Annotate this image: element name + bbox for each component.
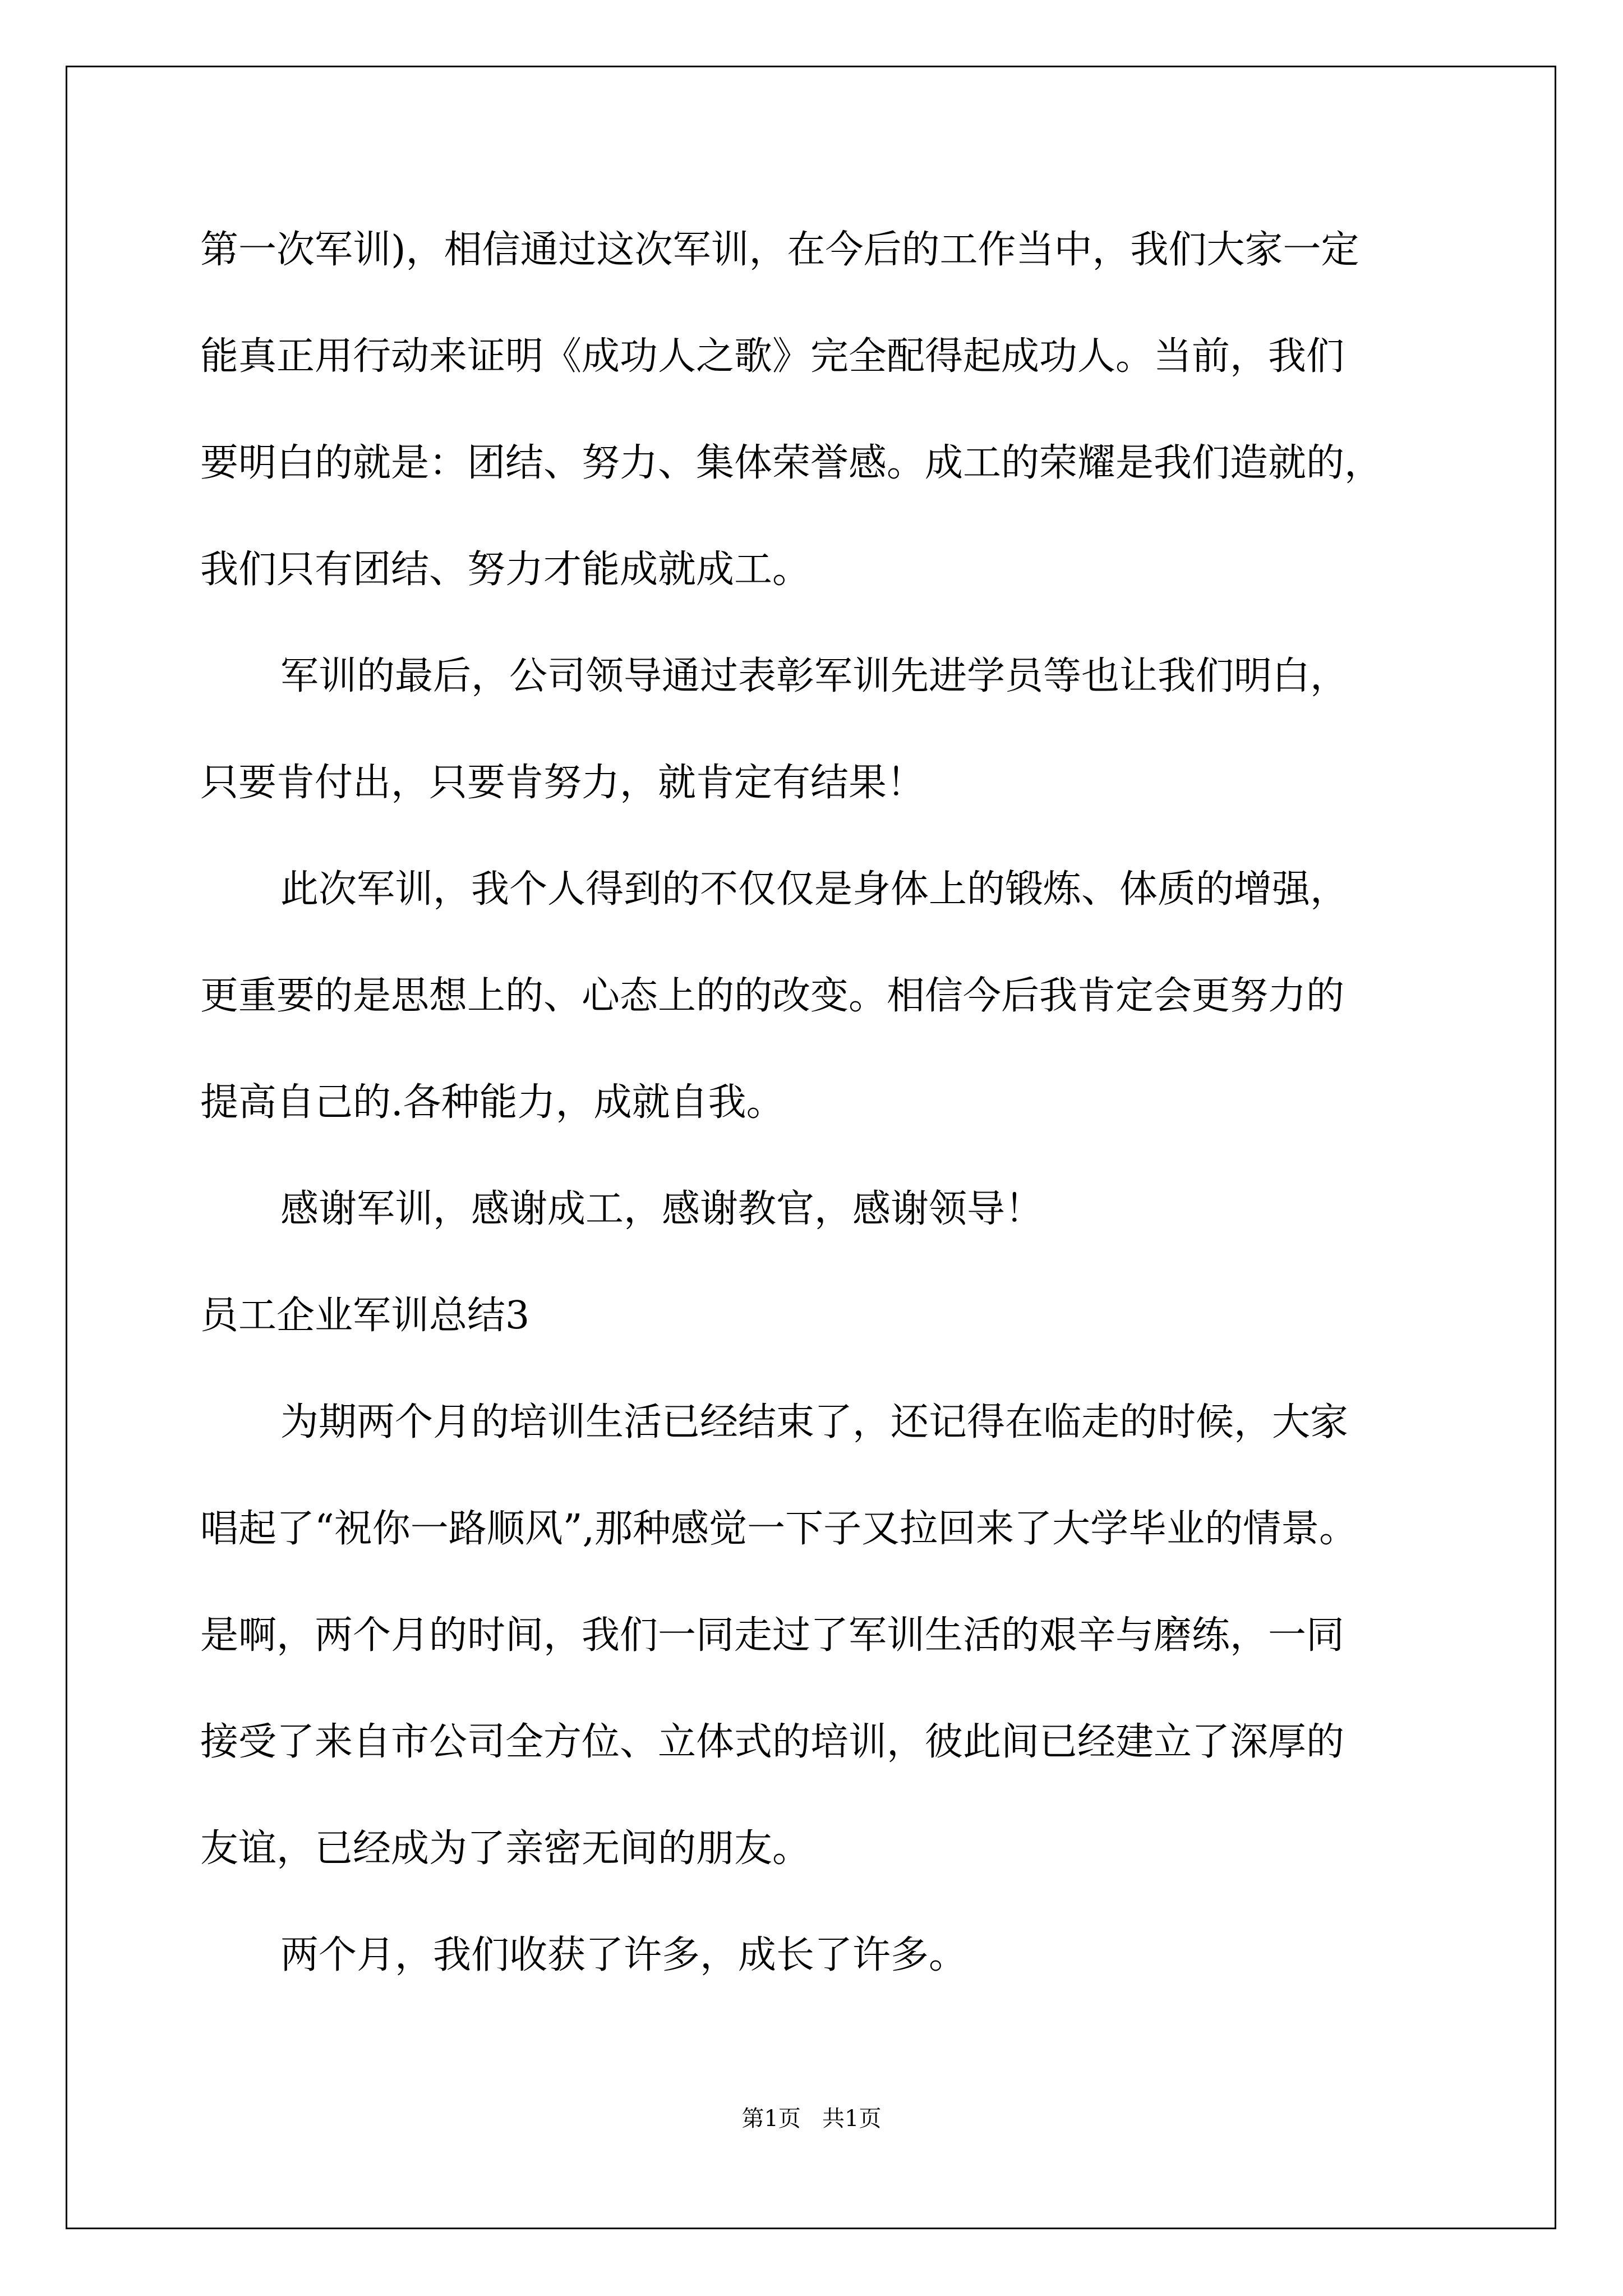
text-line: 只要肯付出，只要肯努力，就肯定有结果！ [200, 761, 925, 805]
section-heading: 员工企业军训总结3 [200, 1294, 530, 1338]
text-line: 感谢军训，感谢成工，感谢教官，感谢领导！ [280, 1187, 1044, 1231]
text-line: 接受了来自市公司全方位、立体式的培训，彼此间已经建立了深厚的 [200, 1720, 1345, 1764]
text-line: 能真正用行动来证明《成功人之歌》完全配得起成功人。当前，我们 [200, 334, 1345, 379]
text-line: 友谊，已经成为了亲密无间的朋友。 [200, 1826, 811, 1871]
text-line: 更重要的是思想上的、心态上的的改变。相信今后我肯定会更努力的 [200, 974, 1345, 1018]
text-line: 两个月，我们收获了许多，成长了许多。 [280, 1933, 967, 1977]
text-line: 我们只有团结、努力才能成就成工。 [200, 547, 811, 592]
text-line: 军训的最后，公司领导通过表彰军训先进学员等也让我们明白， [280, 654, 1349, 698]
text-line: 是啊，两个月的时间，我们一同走过了军训生活的艰辛与磨练，一同 [200, 1613, 1345, 1658]
text-line: 此次军训，我个人得到的不仅仅是身体上的锻炼、体质的增强， [280, 867, 1349, 912]
text-line: 要明白的就是：团结、努力、集体荣誉感。成工的荣耀是我们造就的， [200, 441, 1383, 485]
text-line: 为期两个月的培训生活已经结束了，还记得在临走的时候，大家 [280, 1400, 1349, 1444]
text-line: 提高自己的.各种能力，成就自我。 [200, 1080, 785, 1125]
text-line: 第一次军训)，相信通过这次军训，在今后的工作当中，我们大家一定 [200, 228, 1359, 272]
page-number-footer: 第1页 共1页 [741, 2106, 882, 2132]
page-border [66, 66, 1556, 2229]
text-line: 唱起了“祝你一路顺风”,那种感觉一下子又拉回来了大学毕业的情景。 [200, 1507, 1358, 1551]
